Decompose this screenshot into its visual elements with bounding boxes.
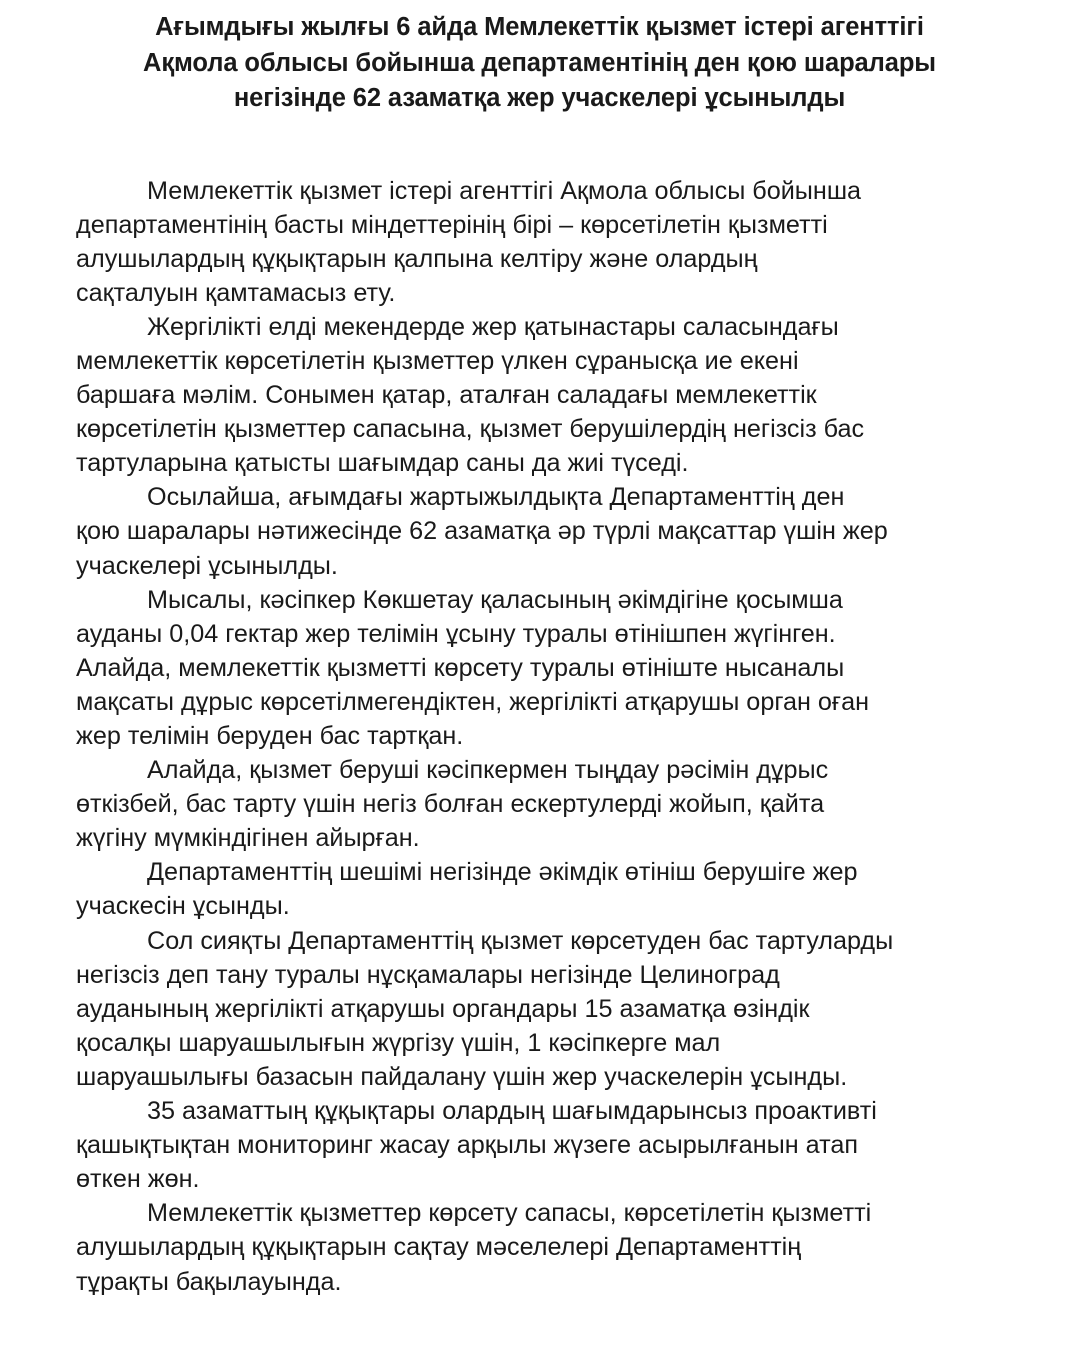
paragraph-line: Мемлекеттік қызметтер көрсету сапасы, көрсетілетін қызметті <box>147 1199 872 1228</box>
paragraph-5 <box>76 753 1003 855</box>
title-line: Ағымдығы жылғы 6 айда Мемлекеттік қызмет істері агенттігі <box>155 13 924 41</box>
paragraph-line: тұрақты бақылауында. <box>76 1267 342 1296</box>
paragraph-6 <box>76 855 1003 923</box>
paragraph-line: шаруашылығы базасын пайдалану үшін жер учаскелерін ұсынды. <box>76 1062 848 1091</box>
paragraph-8 <box>76 1094 1003 1196</box>
paragraph-line: учаскесін ұсынды. <box>76 892 290 921</box>
paragraph-line: көрсетілетін қызметтер сапасына, қызмет берушілердің негізсіз бас <box>76 415 865 444</box>
paragraph-line: жер телімін беруден бас тартқан. <box>76 722 464 750</box>
paragraph-line: Алайда, қызмет беруші кәсіпкермен тыңдау рәсімін дұрыс <box>147 756 829 785</box>
paragraph-4 <box>76 583 1003 753</box>
paragraph-3 <box>76 480 1003 582</box>
paragraph-line: Мысалы, кәсіпкер Көкшетау қаласының әкімдігіне қосымша <box>147 585 843 614</box>
paragraph-line: Департаменттің шешімі негізінде әкімдік өтініш берушіге жер <box>147 858 858 887</box>
paragraph-line: жүгіну мүмкіндігінен айырған. <box>76 824 420 853</box>
paragraph-line: алушылардың құқықтарын қалпына келтіру және олардың <box>76 244 758 273</box>
title-line: негізінде 62 азаматқа жер учаскелері ұсынылды <box>233 84 846 112</box>
paragraph-line: Мемлекеттік қызмет істері агенттігі Ақмола облысы бойынша <box>147 176 862 205</box>
paragraph-line: қосалқы шаруашылығын жүргізу үшін, 1 кәсіпкерге мал <box>76 1028 721 1057</box>
paragraph-line: Жергілікті елді мекендерде жер қатынастары саласындағы <box>147 312 839 341</box>
paragraph-line: Алайда, мемлекеттік қызметті көрсету туралы өтініште нысаналы <box>76 653 845 682</box>
paragraph-line: Осылайша, ағымдағы жартыжылдықта Департаменттің ден <box>147 483 845 512</box>
document-body <box>76 174 1003 1299</box>
paragraph-line: мемлекеттік көрсетілетін қызметтер үлкен сұранысқа ие екені <box>76 346 799 375</box>
paragraph-9 <box>76 1196 1003 1298</box>
paragraph-line: қою шаралары нәтижесінде 62 азаматқа әр түрлі мақсаттар үшін жер <box>76 517 888 546</box>
paragraph-1 <box>76 174 1003 310</box>
paragraph-line: мақсаты дұрыс көрсетілмегендіктен, жергілікті атқарушы орган оған <box>76 687 869 716</box>
paragraph-line: негізсіз деп тану туралы нұсқамалары негізінде Целиноград <box>76 960 780 989</box>
paragraph-line: Сол сияқты Департаменттің қызмет көрсетуден бас тартуларды <box>147 926 894 955</box>
paragraph-line: тартуларына қатысты шағымдар саны да жиі түседі. <box>76 449 689 478</box>
paragraph-line: өткізбей, бас тарту үшін негіз болған ескертулерді жойып, қайта <box>76 790 825 819</box>
title-line: Ақмола облысы бойынша департаментінің ден қою шаралары <box>143 48 936 77</box>
paragraph-line: ауданының жергілікті атқарушы органдары 15 азаматқа өзіндік <box>76 994 810 1023</box>
document-title <box>76 10 1003 117</box>
paragraph-line: қашықтықтан мониторинг жасау арқылы жүзеге асырылғанын атап <box>76 1131 858 1160</box>
paragraph-line: 35 азаматтың құқықтары олардың шағымдарынсыз проактивті <box>147 1097 877 1126</box>
paragraph-line: департаментінің басты міндеттерінің бірі – көрсетілетін қызметті <box>76 210 828 239</box>
paragraph-line: ауданы 0,04 гектар жер телімін ұсыну туралы өтінішпен жүгінген. <box>76 619 836 648</box>
paragraph-line: учаскелері ұсынылды. <box>76 551 338 580</box>
paragraph-2 <box>76 310 1003 480</box>
paragraph-line: алушылардың құқықтарын сақтау мәселелері Департаменттің <box>76 1233 802 1262</box>
paragraph-7 <box>76 924 1003 1094</box>
paragraph-line: өткен жөн. <box>76 1165 200 1194</box>
paragraph-line: баршаға мәлім. Сонымен қатар, аталған саладағы мемлекеттік <box>76 381 817 410</box>
paragraph-line: сақталуын қамтамасыз ету. <box>76 278 396 307</box>
